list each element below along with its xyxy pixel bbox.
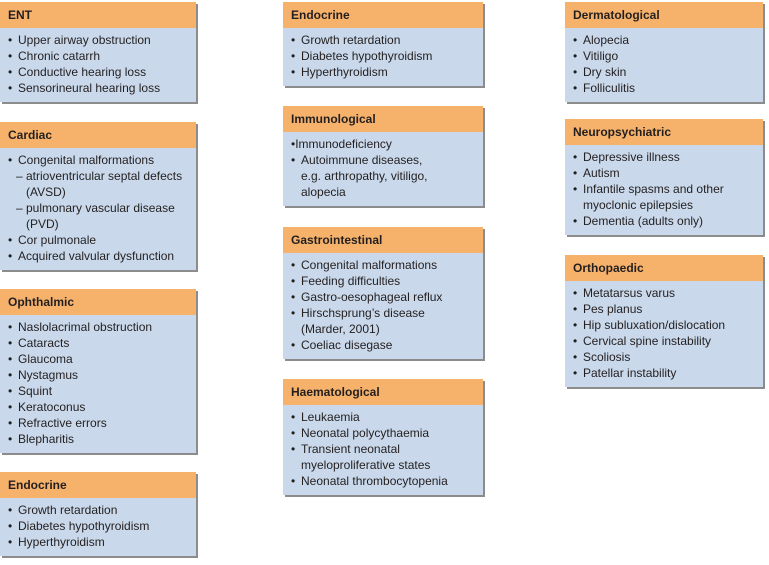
list-item: • Scoliosis (573, 349, 757, 365)
list-item: • Neonatal polycythaemia (291, 425, 477, 441)
list-item: • Dementia (adults only) (573, 213, 757, 229)
item-list (291, 257, 477, 353)
orthopaedic-box (565, 255, 763, 387)
list-item: • Growth retardation (8, 502, 190, 518)
list-item: • Hip subluxation/dislocation (573, 317, 757, 333)
list-item: • Congenital malformations (291, 257, 477, 273)
list-item: • Glaucoma (8, 351, 190, 367)
list-item: • Hirschsprung’s disease (291, 305, 477, 321)
list-item: alopecia (301, 185, 346, 199)
list-item: • Cor pulmonale (8, 232, 190, 248)
list-item: • Metatarsus varus (573, 285, 757, 301)
item-list (573, 149, 757, 229)
haematological-box (283, 379, 483, 495)
item-list (573, 285, 757, 381)
list-item: – pulmonary vascular disease (16, 201, 175, 215)
list-item: • Dry skin (573, 64, 757, 80)
item-list (573, 32, 757, 96)
list-item: • Neonatal thrombocytopenia (291, 473, 477, 489)
list-item: • Cataracts (8, 335, 190, 351)
list-item: • Pes planus (573, 301, 757, 317)
ent-box (0, 2, 196, 102)
list-item: • Chronic catarrh (8, 48, 190, 64)
box-title: Orthopaedic (565, 255, 763, 281)
list-item: myeloproliferative states (301, 458, 431, 472)
list-item: • Nystagmus (8, 367, 190, 383)
item-list (291, 136, 477, 200)
box-title: Neuropsychiatric (565, 119, 763, 145)
box-title: Cardiac (0, 122, 196, 148)
list-item: • Keratoconus (8, 399, 190, 415)
list-item: • Leukaemia (291, 409, 477, 425)
cardiac-box (0, 122, 196, 270)
list-item: • Acquired valvular dysfunction (8, 248, 190, 264)
neuropsychiatric-box (565, 119, 763, 235)
box-title: Endocrine (0, 472, 196, 498)
list-item: • Cervical spine instability (573, 333, 757, 349)
box-title: Immunological (283, 106, 483, 132)
list-item: • Autism (573, 165, 757, 181)
list-item: • Blepharitis (8, 431, 190, 447)
item-list (8, 319, 190, 447)
endocrine-box (283, 2, 483, 86)
list-item: • Conductive hearing loss (8, 64, 190, 80)
list-item: • Squint (8, 383, 190, 399)
box-title: Gastrointestinal (283, 227, 483, 253)
list-item: • Vitiligo (573, 48, 757, 64)
list-item: • Diabetes hypothyroidism (291, 48, 477, 64)
list-item: • Gastro-oesophageal reflux (291, 289, 477, 305)
dermatological-box (565, 2, 763, 102)
list-item: • Hyperthyroidism (8, 534, 190, 550)
box-title: ENT (0, 2, 196, 28)
box-title: Endocrine (283, 2, 483, 28)
list-item: • Alopecia (573, 32, 757, 48)
list-item: • Feeding difficulties (291, 273, 477, 289)
list-item: • Upper airway obstruction (8, 32, 190, 48)
endocrine-box-left (0, 472, 196, 556)
list-item: • Autoimmune diseases, (291, 152, 477, 168)
list-item: • Refractive errors (8, 415, 190, 431)
list-item: (Marder, 2001) (301, 322, 380, 336)
list-item: • Sensorineural hearing loss (8, 80, 190, 96)
gastrointestinal-box (283, 227, 483, 359)
list-item: (PVD) (26, 217, 59, 231)
list-item: e.g. arthropathy, vitiligo, (301, 169, 428, 183)
list-item: myoclonic epilepsies (583, 198, 694, 212)
ophthalmic-box (0, 289, 196, 453)
list-item: • Patellar instability (573, 365, 757, 381)
list-item: • Growth retardation (291, 32, 477, 48)
list-item: • Diabetes hypothyroidism (8, 518, 190, 534)
immunological-box (283, 106, 483, 206)
list-item: • Depressive illness (573, 149, 757, 165)
list-item: • Coeliac disegase (291, 337, 477, 353)
box-title: Dermatological (565, 2, 763, 28)
list-item: • Congenital malformations (8, 152, 190, 168)
list-item: (AVSD) (26, 185, 66, 199)
item-list (291, 32, 477, 80)
list-item: • Infantile spasms and other (573, 181, 757, 197)
list-item: • Transient neonatal (291, 441, 477, 457)
list-item: – atrioventricular septal defects (16, 169, 183, 183)
item-list (8, 152, 190, 264)
list-item: • Folliculitis (573, 80, 757, 96)
item-list (8, 32, 190, 96)
item-list (8, 502, 190, 550)
item-list (291, 409, 477, 489)
list-item: • Hyperthyroidism (291, 64, 477, 80)
list-item: •Immunodeficiency (291, 137, 392, 151)
box-title: Ophthalmic (0, 289, 196, 315)
box-title: Haematological (283, 379, 483, 405)
list-item: • Naslolacrimal obstruction (8, 319, 190, 335)
